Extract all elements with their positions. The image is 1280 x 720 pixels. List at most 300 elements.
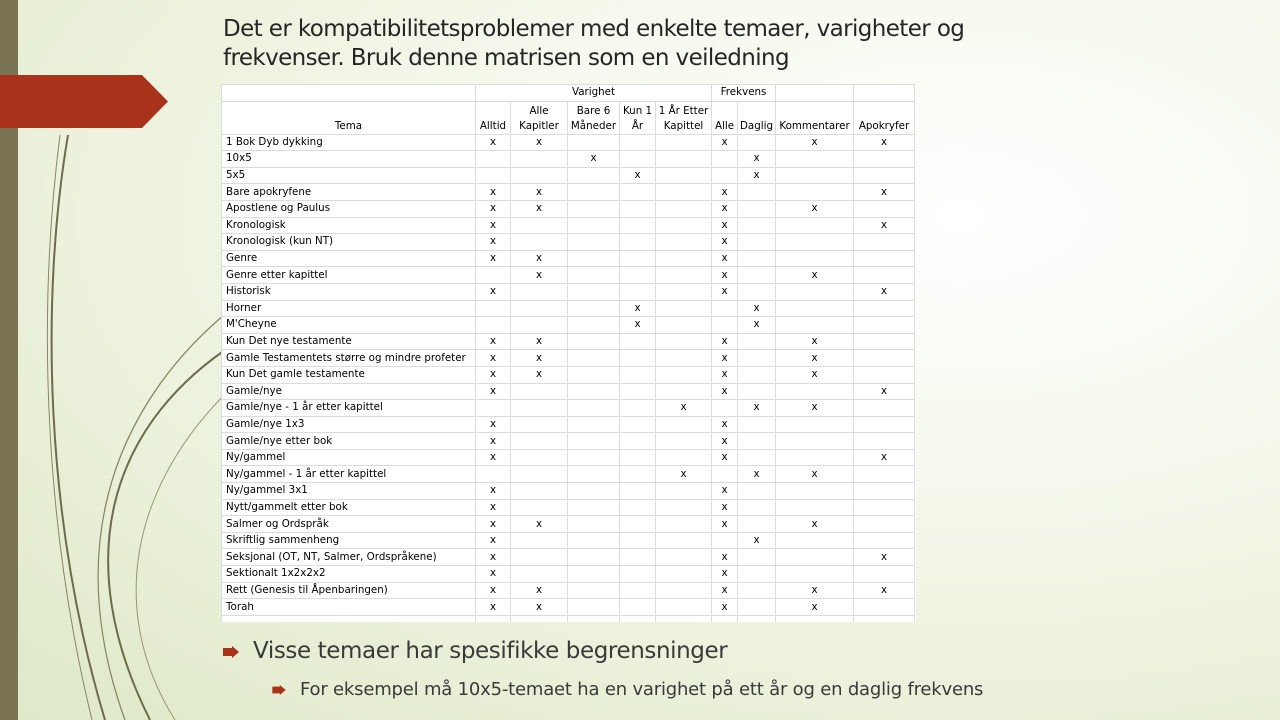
mark-cell bbox=[511, 217, 568, 234]
mark-cell bbox=[476, 466, 511, 483]
mark-cell bbox=[511, 283, 568, 300]
mark-cell bbox=[738, 350, 776, 367]
mark-cell bbox=[738, 416, 776, 433]
mark-cell: x bbox=[712, 267, 738, 284]
column-header: Alltid bbox=[476, 101, 511, 134]
mark-cell: x bbox=[476, 499, 511, 516]
mark-cell bbox=[476, 400, 511, 417]
theme-name-cell: Nytt/gammelt etter bok bbox=[222, 499, 476, 516]
table-row bbox=[222, 599, 915, 616]
mark-cell bbox=[511, 449, 568, 466]
column-header: Bare 6 Måneder bbox=[568, 101, 620, 134]
theme-name-cell: Kun Det gamle testamente bbox=[222, 366, 476, 383]
mark-cell: x bbox=[476, 350, 511, 367]
mark-cell: x bbox=[476, 483, 511, 500]
group-header-empty bbox=[776, 85, 854, 102]
group-header-varighet: Varighet bbox=[476, 85, 712, 102]
mark-cell: x bbox=[712, 549, 738, 566]
mark-cell bbox=[568, 566, 620, 583]
mark-cell: x bbox=[476, 333, 511, 350]
empty-cell bbox=[476, 615, 511, 622]
theme-name-cell: Gamle/nye bbox=[222, 383, 476, 400]
mark-cell bbox=[620, 151, 656, 168]
table-row bbox=[222, 283, 915, 300]
mark-cell: x bbox=[620, 167, 656, 184]
mark-cell bbox=[568, 217, 620, 234]
theme-name-cell: Genre bbox=[222, 250, 476, 267]
theme-name-cell: 10x5 bbox=[222, 151, 476, 168]
theme-name-cell: Ny/gammel - 1 år etter kapittel bbox=[222, 466, 476, 483]
table-row bbox=[222, 516, 915, 533]
empty-cell bbox=[776, 615, 854, 622]
mark-cell bbox=[656, 333, 712, 350]
mark-cell bbox=[854, 267, 915, 284]
mark-cell bbox=[712, 317, 738, 334]
bullet-level2-text: For eksempel må 10x5-temaet ha en varighet på ett år og en daglig frekvens bbox=[300, 679, 984, 700]
mark-cell bbox=[511, 400, 568, 417]
mark-cell bbox=[656, 599, 712, 616]
mark-cell: x bbox=[476, 599, 511, 616]
column-header: 1 År Etter Kapittel bbox=[656, 101, 712, 134]
mark-cell bbox=[738, 516, 776, 533]
mark-cell bbox=[568, 433, 620, 450]
empty-cell bbox=[511, 615, 568, 622]
mark-cell: x bbox=[854, 449, 915, 466]
mark-cell: x bbox=[656, 466, 712, 483]
mark-cell bbox=[854, 483, 915, 500]
mark-cell: x bbox=[476, 582, 511, 599]
mark-cell bbox=[656, 566, 712, 583]
empty-cell bbox=[620, 615, 656, 622]
mark-cell: x bbox=[476, 549, 511, 566]
mark-cell bbox=[511, 532, 568, 549]
mark-cell: x bbox=[712, 217, 738, 234]
mark-cell bbox=[511, 466, 568, 483]
mark-cell bbox=[656, 167, 712, 184]
mark-cell bbox=[620, 416, 656, 433]
arrow-right-icon bbox=[223, 646, 239, 658]
mark-cell: x bbox=[854, 283, 915, 300]
group-header-empty bbox=[222, 85, 476, 102]
mark-cell: x bbox=[738, 466, 776, 483]
mark-cell bbox=[511, 483, 568, 500]
mark-cell: x bbox=[476, 516, 511, 533]
table-row bbox=[222, 200, 915, 217]
mark-cell: x bbox=[476, 416, 511, 433]
mark-cell bbox=[511, 416, 568, 433]
mark-cell bbox=[656, 433, 712, 450]
table-row bbox=[222, 582, 915, 599]
theme-name-cell: Sektionalt 1x2x2x2 bbox=[222, 566, 476, 583]
mark-cell: x bbox=[476, 383, 511, 400]
mark-cell bbox=[854, 466, 915, 483]
mark-cell: x bbox=[776, 400, 854, 417]
mark-cell bbox=[656, 184, 712, 201]
mark-cell: x bbox=[776, 350, 854, 367]
group-header-empty bbox=[854, 85, 915, 102]
mark-cell: x bbox=[854, 184, 915, 201]
mark-cell bbox=[656, 300, 712, 317]
mark-cell: x bbox=[712, 483, 738, 500]
mark-cell bbox=[776, 416, 854, 433]
theme-name-cell: Ny/gammel bbox=[222, 449, 476, 466]
empty-cell bbox=[656, 615, 712, 622]
mark-cell: x bbox=[656, 400, 712, 417]
column-header: Kun 1 År bbox=[620, 101, 656, 134]
mark-cell bbox=[620, 433, 656, 450]
group-header-row bbox=[222, 85, 915, 102]
mark-cell bbox=[738, 234, 776, 251]
mark-cell bbox=[511, 300, 568, 317]
mark-cell bbox=[620, 599, 656, 616]
mark-cell bbox=[511, 433, 568, 450]
mark-cell bbox=[738, 599, 776, 616]
mark-cell: x bbox=[712, 582, 738, 599]
mark-cell bbox=[776, 317, 854, 334]
mark-cell: x bbox=[776, 366, 854, 383]
mark-cell bbox=[854, 333, 915, 350]
mark-cell: x bbox=[620, 317, 656, 334]
mark-cell bbox=[568, 333, 620, 350]
theme-name-cell: Rett (Genesis til Åpenbaringen) bbox=[222, 582, 476, 599]
mark-cell bbox=[712, 532, 738, 549]
mark-cell bbox=[656, 516, 712, 533]
table-row bbox=[222, 433, 915, 450]
mark-cell bbox=[568, 317, 620, 334]
mark-cell: x bbox=[776, 582, 854, 599]
mark-cell bbox=[620, 516, 656, 533]
mark-cell: x bbox=[712, 449, 738, 466]
mark-cell: x bbox=[511, 350, 568, 367]
mark-cell: x bbox=[511, 516, 568, 533]
compatibility-matrix bbox=[221, 84, 916, 622]
theme-name-cell: 5x5 bbox=[222, 167, 476, 184]
empty-cell bbox=[712, 615, 738, 622]
mark-cell bbox=[656, 217, 712, 234]
table-row bbox=[222, 566, 915, 583]
table-row bbox=[222, 549, 915, 566]
arrow-right-icon bbox=[272, 685, 286, 695]
mark-cell bbox=[854, 366, 915, 383]
table-row bbox=[222, 250, 915, 267]
mark-cell: x bbox=[712, 433, 738, 450]
slide-title: Det er kompatibilitetsproblemer med enkelte temaer, varigheter og frekvenser. Bruk denne matrisen som en veiledning bbox=[223, 16, 965, 71]
mark-cell bbox=[568, 300, 620, 317]
mark-cell: x bbox=[712, 200, 738, 217]
mark-cell: x bbox=[712, 283, 738, 300]
mark-cell: x bbox=[511, 366, 568, 383]
mark-cell bbox=[656, 267, 712, 284]
table-row bbox=[222, 366, 915, 383]
mark-cell: x bbox=[738, 151, 776, 168]
mark-cell bbox=[656, 449, 712, 466]
mark-cell bbox=[854, 516, 915, 533]
mark-cell bbox=[476, 267, 511, 284]
matrix-table bbox=[221, 84, 915, 622]
mark-cell bbox=[620, 582, 656, 599]
theme-name-cell: Seksjonal (OT, NT, Salmer, Ordspråkene) bbox=[222, 549, 476, 566]
mark-cell bbox=[620, 350, 656, 367]
mark-cell: x bbox=[476, 532, 511, 549]
mark-cell: x bbox=[738, 317, 776, 334]
mark-cell bbox=[738, 184, 776, 201]
table-row bbox=[222, 499, 915, 516]
table-row bbox=[222, 184, 915, 201]
mark-cell bbox=[712, 151, 738, 168]
mark-cell bbox=[511, 549, 568, 566]
mark-cell bbox=[620, 200, 656, 217]
table-row bbox=[222, 532, 915, 549]
mark-cell bbox=[854, 300, 915, 317]
mark-cell bbox=[854, 532, 915, 549]
mark-cell: x bbox=[854, 217, 915, 234]
mark-cell: x bbox=[854, 549, 915, 566]
theme-name-cell: M'Cheyne bbox=[222, 317, 476, 334]
mark-cell: x bbox=[476, 250, 511, 267]
mark-cell bbox=[656, 532, 712, 549]
mark-cell bbox=[738, 283, 776, 300]
mark-cell bbox=[656, 416, 712, 433]
table-row bbox=[222, 400, 915, 417]
mark-cell: x bbox=[712, 366, 738, 383]
mark-cell bbox=[568, 184, 620, 201]
mark-cell bbox=[854, 599, 915, 616]
mark-cell bbox=[776, 151, 854, 168]
mark-cell bbox=[738, 483, 776, 500]
group-header-frekvens: Frekvens bbox=[712, 85, 776, 102]
theme-name-cell: Kun Det nye testamente bbox=[222, 333, 476, 350]
mark-cell bbox=[476, 167, 511, 184]
mark-cell: x bbox=[712, 416, 738, 433]
mark-cell bbox=[776, 433, 854, 450]
mark-cell bbox=[656, 483, 712, 500]
mark-cell bbox=[568, 449, 620, 466]
table-row bbox=[222, 300, 915, 317]
mark-cell bbox=[776, 300, 854, 317]
mark-cell bbox=[620, 400, 656, 417]
mark-cell bbox=[656, 366, 712, 383]
mark-cell bbox=[738, 383, 776, 400]
empty-cell bbox=[568, 615, 620, 622]
mark-cell bbox=[712, 167, 738, 184]
mark-cell bbox=[712, 466, 738, 483]
mark-cell bbox=[620, 184, 656, 201]
mark-cell: x bbox=[854, 134, 915, 151]
mark-cell bbox=[620, 532, 656, 549]
mark-cell bbox=[854, 167, 915, 184]
mark-cell bbox=[568, 549, 620, 566]
mark-cell: x bbox=[476, 234, 511, 251]
mark-cell: x bbox=[476, 449, 511, 466]
theme-name-cell: 1 Bok Dyb dykking bbox=[222, 134, 476, 151]
bullet-level2 bbox=[272, 679, 983, 700]
mark-cell bbox=[568, 599, 620, 616]
theme-name-cell: Salmer og Ordspråk bbox=[222, 516, 476, 533]
empty-row bbox=[222, 615, 915, 622]
mark-cell: x bbox=[712, 350, 738, 367]
mark-cell: x bbox=[511, 333, 568, 350]
mark-cell bbox=[476, 151, 511, 168]
mark-cell bbox=[620, 333, 656, 350]
mark-cell bbox=[776, 449, 854, 466]
mark-cell bbox=[620, 250, 656, 267]
mark-cell bbox=[854, 416, 915, 433]
mark-cell bbox=[568, 200, 620, 217]
mark-cell bbox=[738, 134, 776, 151]
red-arrow-shape bbox=[0, 75, 168, 128]
mark-cell bbox=[854, 499, 915, 516]
mark-cell bbox=[656, 499, 712, 516]
column-header: Daglig bbox=[738, 101, 776, 134]
theme-name-cell: Gamle/nye 1x3 bbox=[222, 416, 476, 433]
column-header: Alle bbox=[712, 101, 738, 134]
mark-cell: x bbox=[854, 383, 915, 400]
mark-cell bbox=[476, 317, 511, 334]
mark-cell bbox=[656, 549, 712, 566]
column-header: Apokryfer bbox=[854, 101, 915, 134]
mark-cell bbox=[568, 516, 620, 533]
mark-cell: x bbox=[776, 134, 854, 151]
mark-cell bbox=[656, 151, 712, 168]
column-header: Alle Kapitler bbox=[511, 101, 568, 134]
mark-cell bbox=[656, 234, 712, 251]
mark-cell bbox=[656, 383, 712, 400]
theme-name-cell: Bare apokryfene bbox=[222, 184, 476, 201]
mark-cell bbox=[568, 283, 620, 300]
mark-cell bbox=[776, 532, 854, 549]
table-row bbox=[222, 167, 915, 184]
mark-cell bbox=[776, 483, 854, 500]
mark-cell: x bbox=[511, 200, 568, 217]
mark-cell bbox=[568, 416, 620, 433]
mark-cell bbox=[568, 350, 620, 367]
theme-name-cell: Horner bbox=[222, 300, 476, 317]
mark-cell bbox=[712, 300, 738, 317]
table-row bbox=[222, 350, 915, 367]
mark-cell: x bbox=[511, 250, 568, 267]
mark-cell: x bbox=[776, 599, 854, 616]
theme-name-cell: Genre etter kapittel bbox=[222, 267, 476, 284]
mark-cell bbox=[511, 317, 568, 334]
mark-cell: x bbox=[511, 599, 568, 616]
mark-cell bbox=[568, 499, 620, 516]
theme-name-cell: Ny/gammel 3x1 bbox=[222, 483, 476, 500]
mark-cell bbox=[656, 200, 712, 217]
mark-cell bbox=[738, 549, 776, 566]
mark-cell: x bbox=[712, 250, 738, 267]
mark-cell bbox=[854, 200, 915, 217]
mark-cell bbox=[656, 582, 712, 599]
mark-cell: x bbox=[476, 200, 511, 217]
mark-cell bbox=[738, 499, 776, 516]
mark-cell: x bbox=[568, 151, 620, 168]
mark-cell bbox=[511, 499, 568, 516]
theme-name-cell: Skriftlig sammenheng bbox=[222, 532, 476, 549]
theme-name-cell: Kronologisk bbox=[222, 217, 476, 234]
mark-cell bbox=[568, 250, 620, 267]
column-header: Kommentarer bbox=[776, 101, 854, 134]
mark-cell: x bbox=[476, 566, 511, 583]
theme-name-cell: Gamle/nye etter bok bbox=[222, 433, 476, 450]
theme-name-cell: Apostlene og Paulus bbox=[222, 200, 476, 217]
mark-cell bbox=[568, 234, 620, 251]
bullet-level1 bbox=[223, 638, 727, 664]
theme-name-cell: Torah bbox=[222, 599, 476, 616]
mark-cell bbox=[568, 383, 620, 400]
table-row bbox=[222, 383, 915, 400]
theme-name-cell: Gamle Testamentets større og mindre profeter bbox=[222, 350, 476, 367]
mark-cell: x bbox=[738, 300, 776, 317]
mark-cell bbox=[620, 383, 656, 400]
mark-cell bbox=[620, 499, 656, 516]
mark-cell bbox=[776, 283, 854, 300]
mark-cell bbox=[511, 234, 568, 251]
column-header-row bbox=[222, 101, 915, 134]
mark-cell bbox=[854, 350, 915, 367]
mark-cell bbox=[476, 300, 511, 317]
mark-cell bbox=[776, 549, 854, 566]
mark-cell: x bbox=[511, 134, 568, 151]
mark-cell: x bbox=[776, 267, 854, 284]
table-row bbox=[222, 234, 915, 251]
mark-cell: x bbox=[511, 267, 568, 284]
mark-cell: x bbox=[776, 466, 854, 483]
table-row bbox=[222, 317, 915, 334]
mark-cell: x bbox=[620, 300, 656, 317]
column-header: Tema bbox=[222, 101, 476, 134]
mark-cell bbox=[656, 317, 712, 334]
mark-cell bbox=[568, 532, 620, 549]
theme-name-cell: Kronologisk (kun NT) bbox=[222, 234, 476, 251]
mark-cell bbox=[620, 549, 656, 566]
mark-cell bbox=[738, 217, 776, 234]
table-row bbox=[222, 483, 915, 500]
mark-cell: x bbox=[511, 582, 568, 599]
mark-cell: x bbox=[854, 582, 915, 599]
mark-cell bbox=[511, 167, 568, 184]
mark-cell bbox=[568, 483, 620, 500]
mark-cell: x bbox=[738, 167, 776, 184]
mark-cell: x bbox=[712, 516, 738, 533]
mark-cell: x bbox=[712, 184, 738, 201]
empty-cell bbox=[738, 615, 776, 622]
table-row bbox=[222, 134, 915, 151]
mark-cell: x bbox=[712, 499, 738, 516]
mark-cell bbox=[854, 151, 915, 168]
mark-cell bbox=[656, 134, 712, 151]
mark-cell bbox=[776, 566, 854, 583]
mark-cell bbox=[854, 234, 915, 251]
mark-cell: x bbox=[712, 383, 738, 400]
mark-cell: x bbox=[738, 400, 776, 417]
mark-cell bbox=[656, 350, 712, 367]
mark-cell bbox=[568, 134, 620, 151]
mark-cell bbox=[854, 400, 915, 417]
mark-cell bbox=[854, 250, 915, 267]
mark-cell bbox=[620, 483, 656, 500]
mark-cell bbox=[620, 566, 656, 583]
mark-cell bbox=[854, 566, 915, 583]
mark-cell: x bbox=[511, 184, 568, 201]
mark-cell bbox=[620, 449, 656, 466]
mark-cell bbox=[620, 466, 656, 483]
mark-cell: x bbox=[712, 599, 738, 616]
mark-cell bbox=[738, 333, 776, 350]
mark-cell bbox=[568, 582, 620, 599]
empty-cell bbox=[222, 615, 476, 622]
table-row bbox=[222, 217, 915, 234]
mark-cell bbox=[656, 283, 712, 300]
